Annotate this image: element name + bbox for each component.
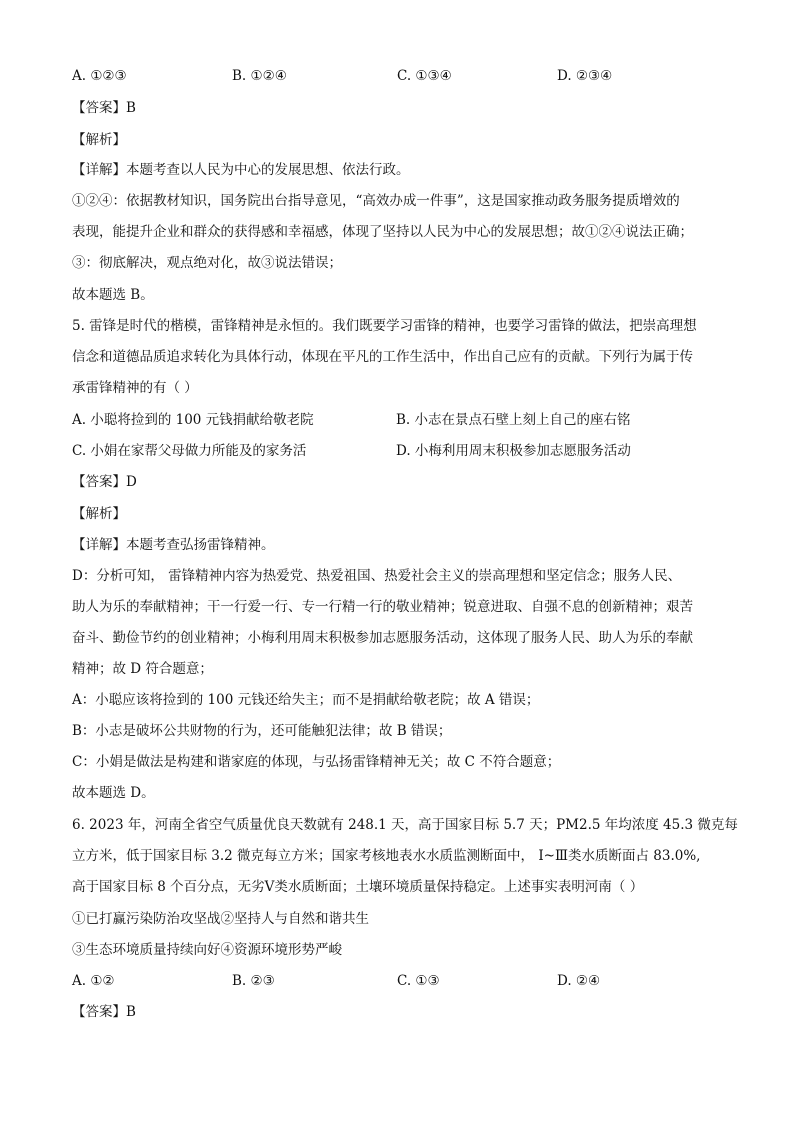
q5-option-a: A. 小聪将捡到的 100 元钱捐献给敬老院 xyxy=(72,412,314,428)
q5-explanation: 奋斗、勤俭节约的创业精神；小梅利用周末积极参加志愿服务活动，这体现了服务人民、助人为乐的奉献 xyxy=(72,630,693,646)
q5-stem: 5. 雷锋是时代的楷模，雷锋精神是永恒的。我们既要学习雷锋的精神，也要学习雷锋的做法，把崇高理想 xyxy=(72,318,697,334)
q6-option-c: C. ①③ xyxy=(397,973,440,989)
q5-analysis-heading: 【解析】 xyxy=(72,506,126,522)
q4-option-c: C. ①③④ xyxy=(397,68,452,84)
q4-option-a: A. ①②③ xyxy=(72,68,127,84)
q4-option-b: B. ①②④ xyxy=(232,68,287,84)
q4-paragraph: ③：彻底解决，观点绝对化，故③说法错误； xyxy=(72,255,342,271)
q6-option-d: D. ②④ xyxy=(557,973,601,989)
q5-stem: 信念和道德品质追求转化为具体行动，体现在平凡的工作生活中，作出自己应有的贡献。下列行为属于传 xyxy=(72,349,693,365)
q5-explanation: 助人为乐的奉献精神；干一行爱一行、专一行精一行的敬业精神；锐意进取、自强不息的创新精神；艰苦 xyxy=(72,599,693,615)
q6-option-b: B. ②③ xyxy=(232,973,275,989)
q4-detail: 【详解】本题考查以人民为中心的发展思想、依法行政。 xyxy=(72,162,410,178)
q6-stem: 6. 2023 年，河南全省空气质量优良天数就有 248.1 天，高于国家目标 5.7 天；PM2.5 年均浓度 45.3 微克每 xyxy=(72,817,738,833)
q4-conclusion: 故本题选 B。 xyxy=(72,287,154,303)
q6-stem: 立方米，低于国家目标 3.2 微克每立方米；国家考核地表水水质监测断面中， Ⅰ~Ⅲ类水质断面占 83.0%, xyxy=(72,848,701,864)
q4-paragraph: 表现，能提升企业和群众的获得感和幸福感，体现了坚持以人民为中心的发展思想；故①②④说法正确； xyxy=(72,224,693,240)
q6-statement: ①已打赢污染防治攻坚战②坚持人与自然和谐共生 xyxy=(72,911,369,927)
q6-stem: 高于国家目标 8 个百分点，无劣Ⅴ类水质断面；土壤环境质量保持稳定。上述事实表明河南（ ） xyxy=(72,879,644,895)
q6-option-a: A. ①② xyxy=(72,973,115,989)
q4-answer: 【答案】B xyxy=(72,100,136,116)
q6-answer: 【答案】B xyxy=(72,1004,136,1020)
q4-analysis-heading: 【解析】 xyxy=(72,132,126,148)
q5-explanation-b: B：小志是破坏公共财物的行为，还可能触犯法律；故 B 错误； xyxy=(72,723,452,739)
q5-explanation-a: A：小聪应该将捡到的 100 元钱还给失主；而不是捐献给敬老院；故 A 错误； xyxy=(72,692,540,708)
q5-detail: 【详解】本题考查弘扬雷锋精神。 xyxy=(72,537,275,553)
q5-explanation: 精神；故 D 符合题意； xyxy=(72,661,213,677)
q5-option-d: D. 小梅利用周末积极参加志愿服务活动 xyxy=(396,443,631,459)
q5-option-b: B. 小志在景点石壁上刻上自己的座右铭 xyxy=(396,412,631,428)
q4-option-d: D. ②③④ xyxy=(557,68,613,84)
q5-conclusion: 故本题选 D。 xyxy=(72,785,155,801)
q5-stem: 承雷锋精神的有（ ） xyxy=(72,380,198,396)
q5-explanation-c: C：小娟是做法是构建和谐家庭的体现，与弘扬雷锋精神无关；故 C 不符合题意； xyxy=(72,754,561,770)
q5-explanation: D：分析可知， 雷锋精神内容为热爱党、热爱祖国、热爱社会主义的崇高理想和坚定信念；服务人民、 xyxy=(72,568,682,584)
q5-option-c: C. 小娟在家帮父母做力所能及的家务活 xyxy=(72,443,307,459)
q4-paragraph: ①②④：依据教材知识，国务院出台指导意见，“高效办成一件事”，这是国家推动政务服务提质增效的 xyxy=(72,193,680,209)
q5-answer: 【答案】D xyxy=(72,474,137,490)
q6-statement: ③生态环境质量持续向好④资源环境形势严峻 xyxy=(72,942,342,958)
